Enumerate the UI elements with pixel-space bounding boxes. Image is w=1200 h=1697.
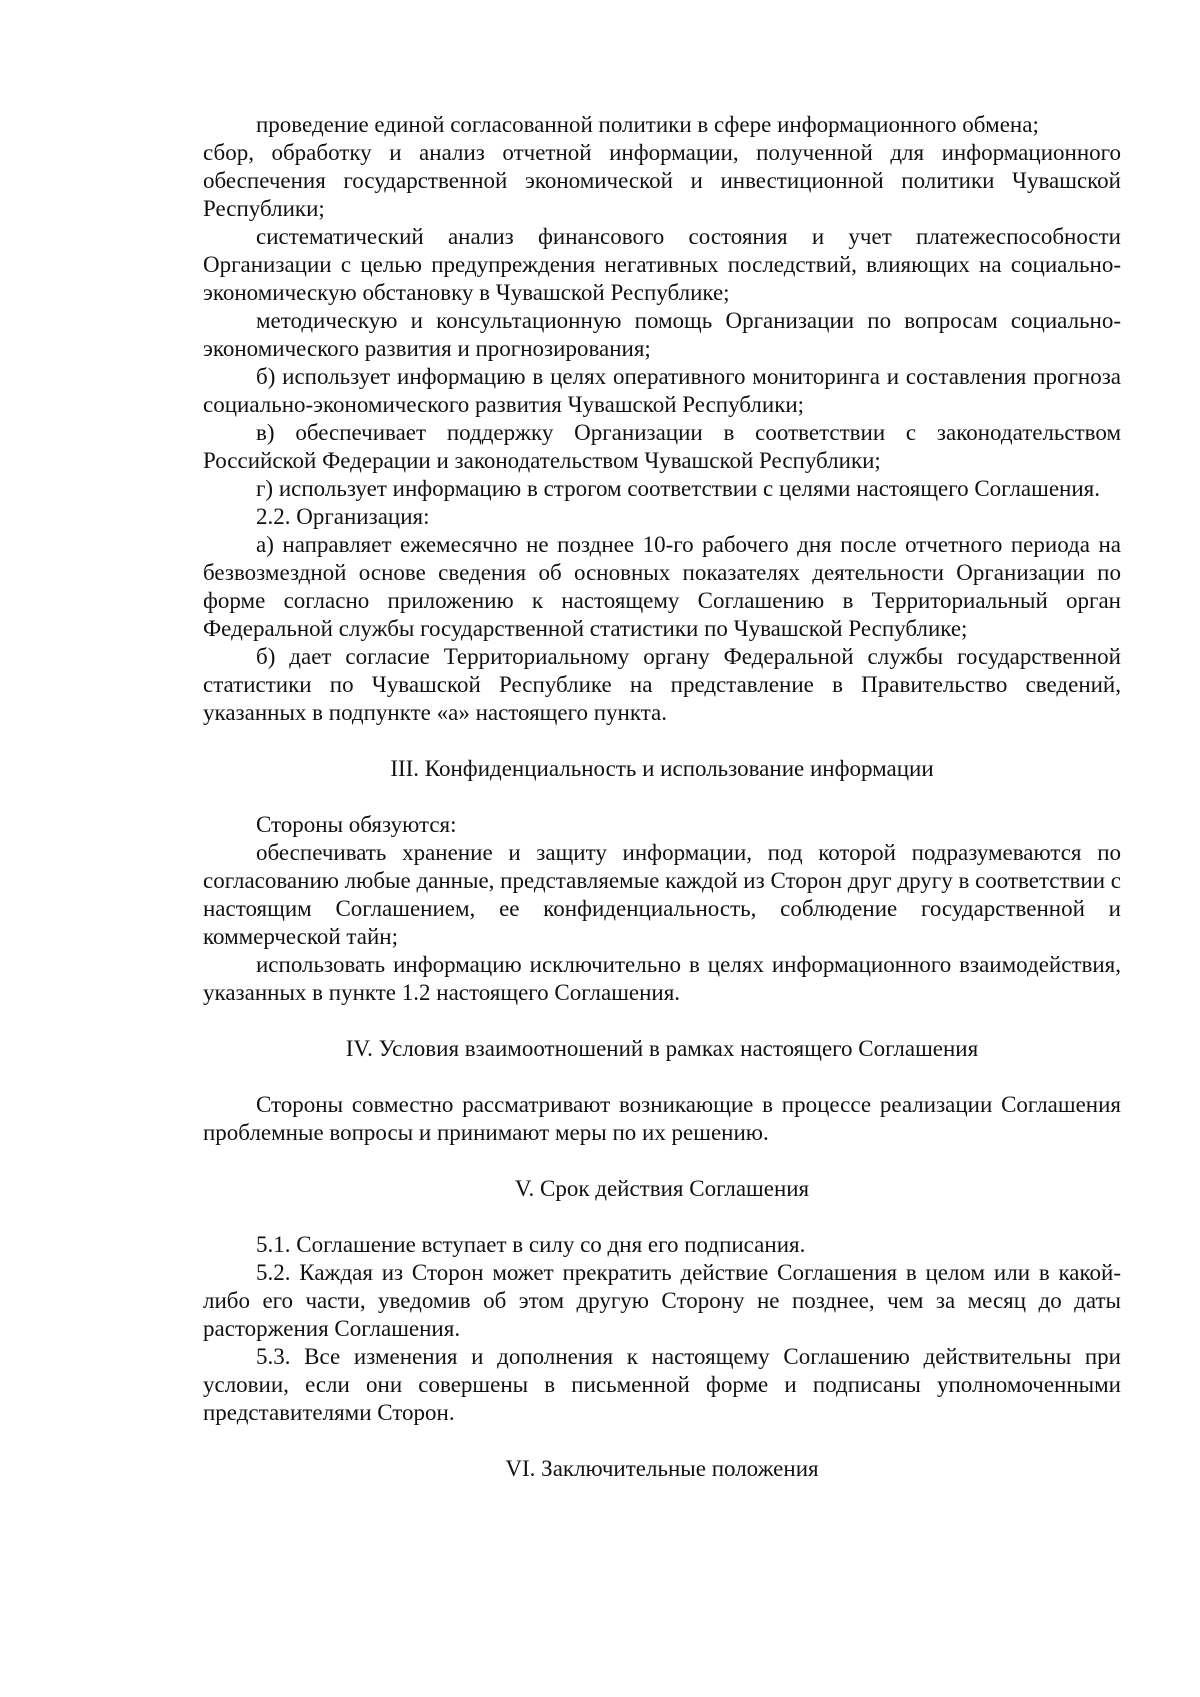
paragraph-2-2-organization: 2.2. Организация: [256,504,430,529]
paragraph-b-consent: б) дает согласие Территориальному органу Федеральной службы государственной статистики по Чувашской Республике на представление в Правительство сведений, указанных в подпункте «а» настоящего пункта. [203,644,1121,725]
paragraph-parties-oblige: Стороны обязуются: [256,812,457,837]
paragraph-v-support: в) обеспечивает поддержку Организации в соответствии с законодательством Российской Федерации и законодательством Чувашской Республики; [203,420,1121,473]
paragraph-5-3: 5.3. Все изменения и дополнения к настоящему Соглашению действительны при условии, если они совершены в письменной форме и подписаны уполномоченными представителями Сторон. [203,1344,1121,1425]
paragraph-financial-analysis: систематический анализ финансового состояния и учет платежеспособности Организации с целью предупреждения негативных последствий, влияющих на социально-экономическую обстановку в Чувашской Республике; [203,224,1121,305]
paragraph-b-monitoring: б) использует информацию в целях оперативного мониторинга и составления прогноза социально-экономического развития Чувашской Республики; [203,364,1121,417]
paragraph-data-collection: сбор, обработку и анализ отчетной информации, полученной для информационного обеспечения государственной экономической и инвестиционной политики Чувашской Республики; [203,140,1121,221]
paragraph-use-info: использовать информацию исключительно в целях информационного взаимодействия, указанных в пункте 1.2 настоящего Соглашения. [203,952,1121,1005]
paragraph-storage-protection: обеспечивать хранение и защиту информации, под которой подразумеваются по согласованию любые данные, представляемые каждой из Сторон друг другу в соответствии с настоящим Соглашением, ее конфиденциальность, соблюдение государственной и коммерческой тайн; [203,840,1121,949]
section-heading-5: V. Срок действия Соглашения [514,1176,810,1201]
paragraph-g-usage: г) использует информацию в строгом соответствии с целями настоящего Соглашения. [256,476,1101,501]
paragraph-info-policy: проведение единой согласованной политики в сфере информационного обмена; [256,112,1039,137]
spacer [203,727,1121,755]
paragraph-a-reporting: а) направляет ежемесячно не позднее 10-го рабочего дня после отчетного периода на безвозмездной основе сведения об основных показателях деятельности Организации по форме согласно приложению к настоящему Соглашению в Территориальный орган Федеральной службы государственной статистики по Чувашской Республике; [203,532,1121,641]
paragraph-5-1: 5.1. Соглашение вступает в силу со дня его подписания. [256,1232,806,1257]
spacer [203,1427,1121,1455]
section-heading-6: VI. Заключительные положения [505,1456,819,1481]
spacer [203,1007,1121,1035]
paragraph-methodical-help: методическую и консультационную помощь Организации по вопросам социально-экономического развития и прогнозирования; [203,308,1121,361]
document-page [203,111,1121,1483]
paragraph-joint-review: Стороны совместно рассматривают возникающие в процессе реализации Соглашения проблемные вопросы и принимают меры по их решению. [203,1092,1121,1145]
spacer [203,783,1121,811]
spacer [203,1203,1121,1231]
spacer [203,1147,1121,1175]
paragraph-5-2: 5.2. Каждая из Сторон может прекратить действие Соглашения в целом или в какой-либо его части, уведомив об этом другую Сторону не позднее, чем за месяц до даты расторжения Соглашения. [203,1260,1121,1341]
spacer [203,1063,1121,1091]
section-heading-4: IV. Условия взаимоотношений в рамках настоящего Соглашения [345,1036,979,1061]
section-heading-3: III. Конфиденциальность и использование информации [390,756,934,781]
